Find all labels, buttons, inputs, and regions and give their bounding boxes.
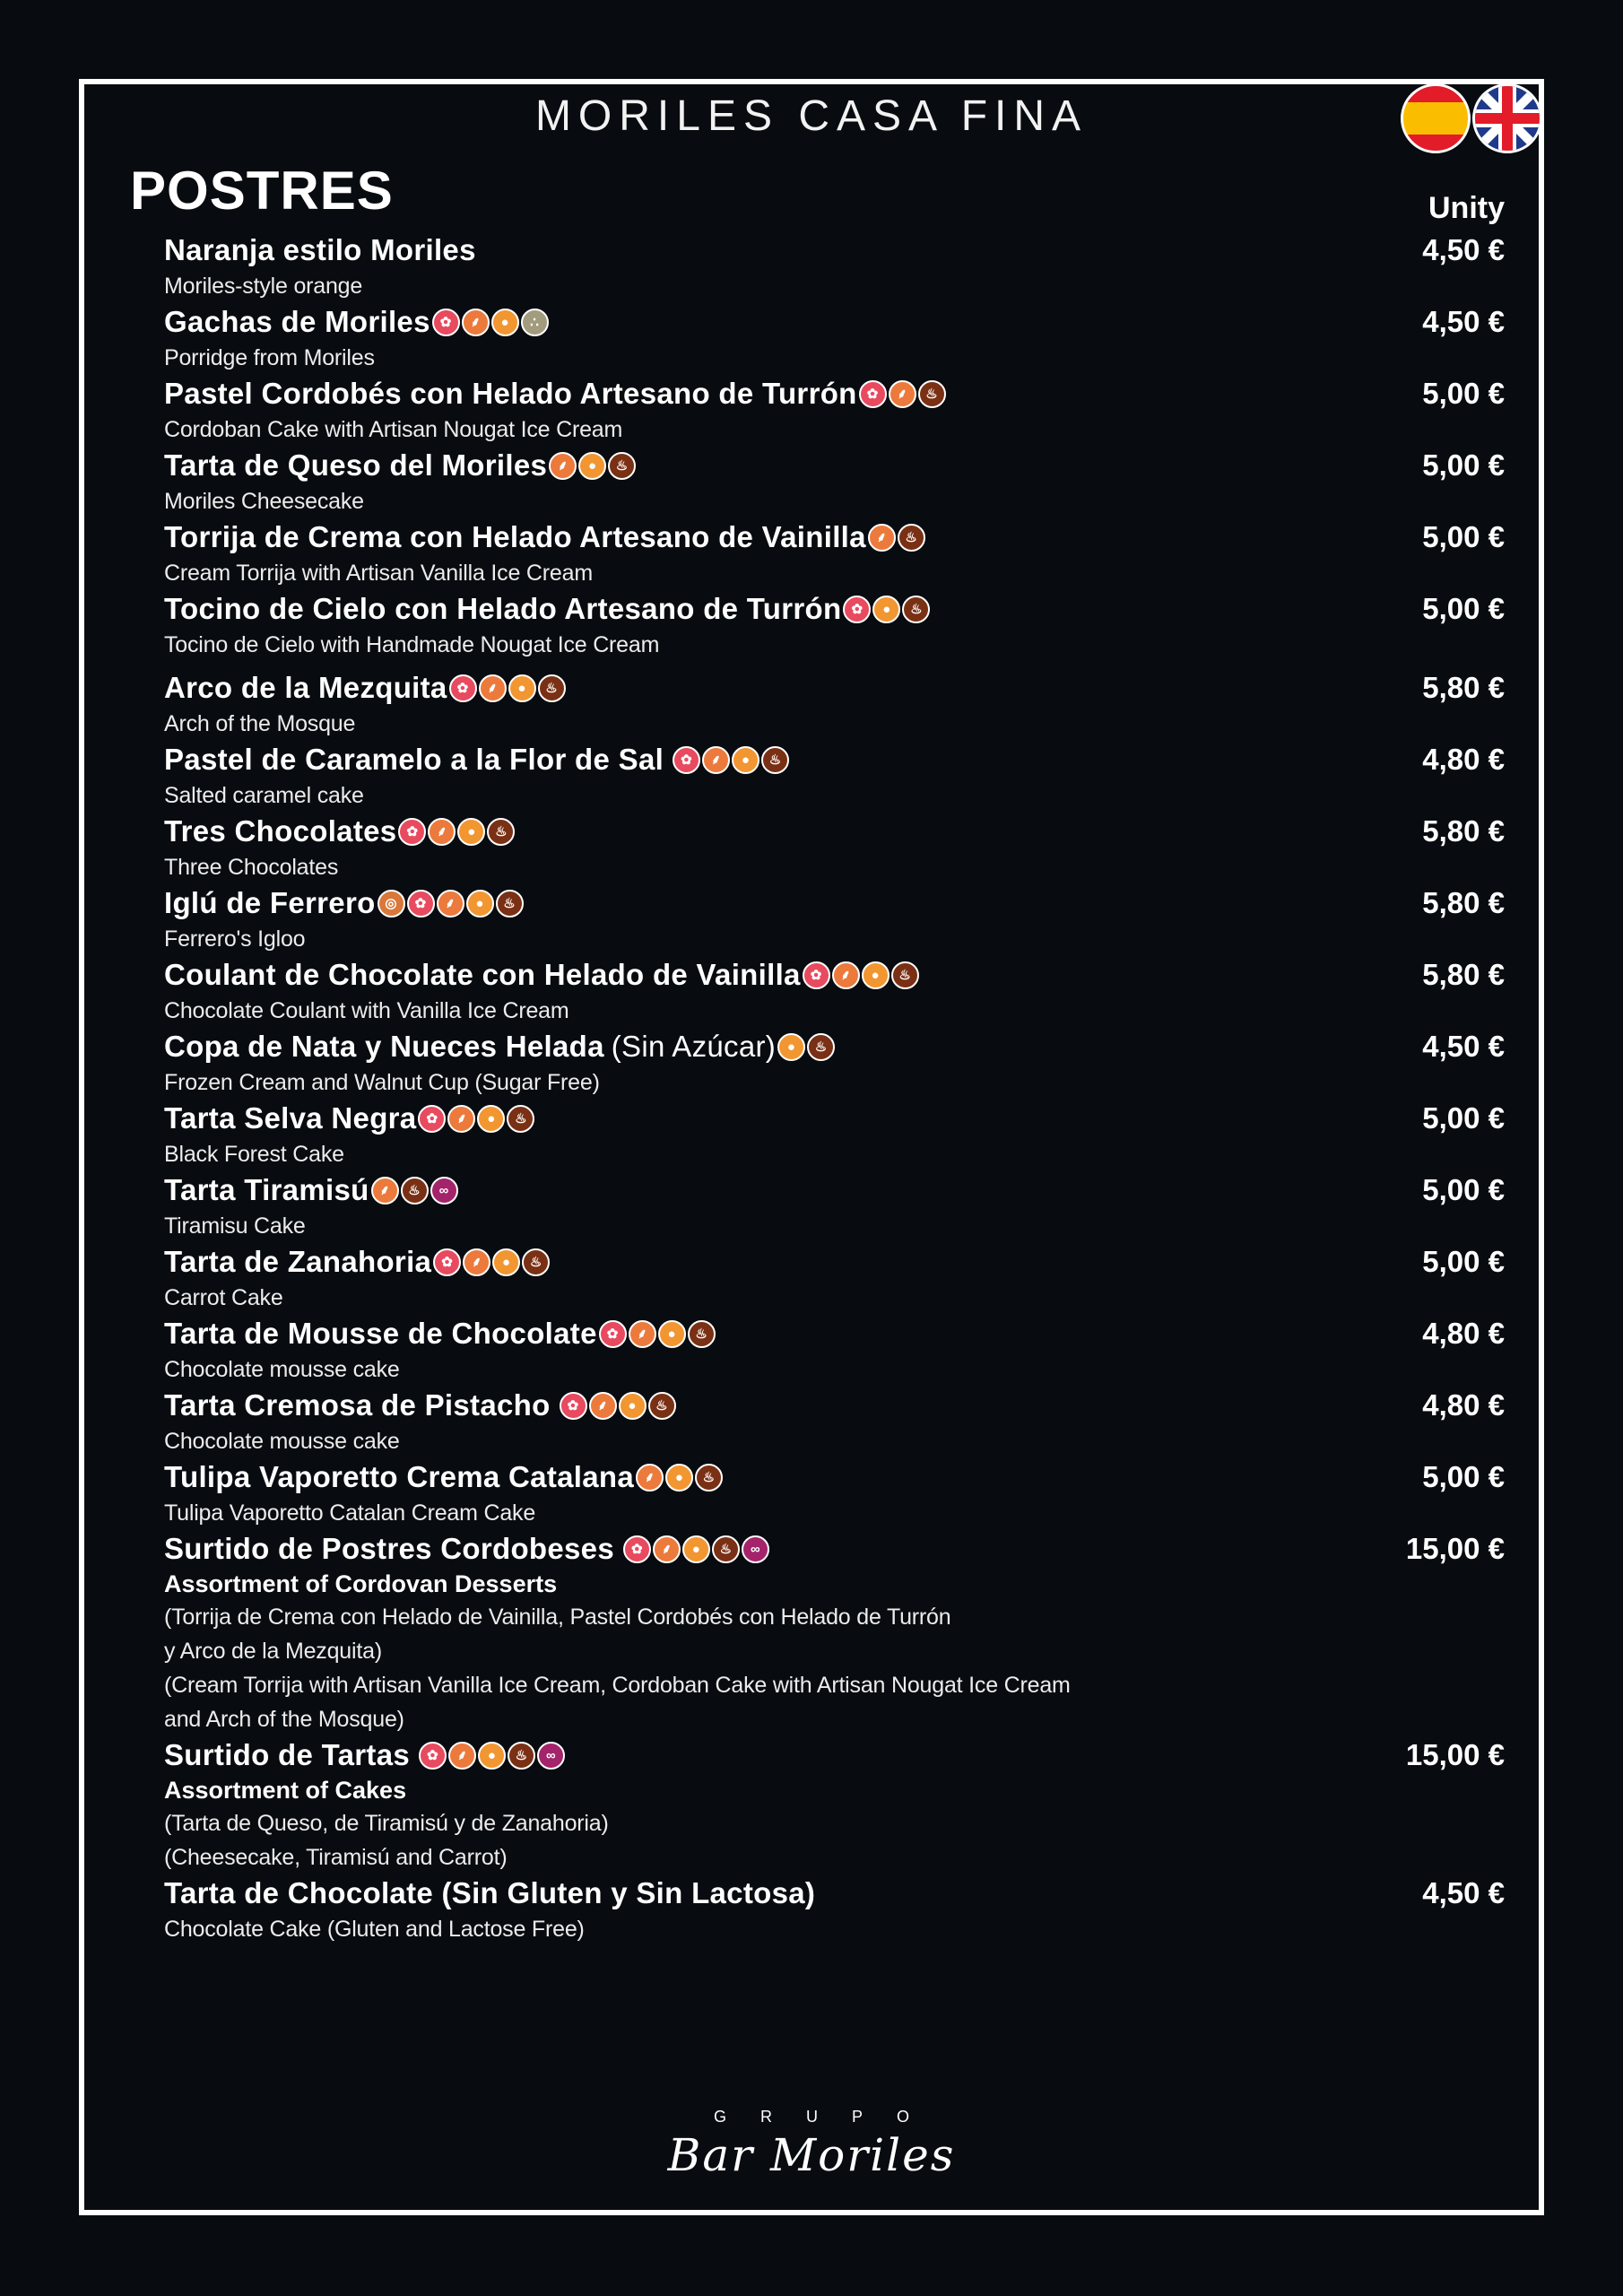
milk-allergen-icon: ♨ (522, 1248, 550, 1276)
item-price: 5,00 € (1422, 1101, 1505, 1135)
allergen-icons (419, 1742, 565, 1770)
item-price: 5,80 € (1422, 886, 1505, 919)
item-name: Surtido de Tartas (164, 1738, 411, 1771)
nuts-allergen-icon: ✿ (407, 890, 435, 918)
gluten-allergen-icon: ⸙ (653, 1535, 681, 1563)
item-price: 5,00 € (1422, 1460, 1505, 1493)
allergen-icons (378, 890, 524, 918)
gluten-allergen-icon: ⸙ (889, 380, 916, 408)
milk-allergen-icon: ♨ (695, 1464, 723, 1492)
eggs-allergen-icon: ● (491, 309, 519, 336)
nuts-allergen-icon: ✿ (449, 674, 477, 702)
allergen-icons (623, 1535, 769, 1563)
menu-item (164, 741, 1505, 813)
eggs-allergen-icon: ● (492, 1248, 520, 1276)
item-name-line (164, 1100, 1505, 1137)
item-name-line (164, 1028, 1505, 1065)
menu-item (164, 813, 1505, 884)
gluten-allergen-icon: ⸙ (448, 1742, 476, 1770)
item-price: 5,80 € (1422, 958, 1505, 991)
price-unit-label: Unity (1428, 191, 1505, 225)
item-name-line (164, 1387, 1505, 1424)
item-subtitle: Assortment of Cordovan Desserts (164, 1570, 558, 1597)
eggs-allergen-icon: ● (777, 1033, 805, 1061)
dessert-list (164, 231, 1505, 1946)
menu-item (164, 1736, 1505, 1874)
item-note: (Sin Azúcar) (611, 1030, 777, 1063)
eggs-allergen-icon: ● (457, 818, 485, 846)
allergen-icons (843, 596, 930, 623)
gluten-allergen-icon: ⸙ (447, 1105, 475, 1133)
item-price: 5,00 € (1422, 520, 1505, 553)
item-name: Arco de la Mezquita (164, 671, 447, 704)
item-name-line (164, 741, 1505, 778)
item-price: 4,50 € (1422, 233, 1505, 266)
item-name-line (164, 1458, 1505, 1496)
item-name-line (164, 1315, 1505, 1352)
item-description: Cordoban Cake with Artisan Nougat Ice Cream (164, 417, 623, 442)
milk-allergen-icon: ♨ (401, 1177, 429, 1205)
allergen-icons (549, 452, 636, 480)
item-price: 4,80 € (1422, 743, 1505, 776)
item-price: 4,50 € (1422, 305, 1505, 338)
sulphites-allergen-icon: ∞ (537, 1742, 565, 1770)
item-description: (Torrija de Crema con Helado de Vainilla, Pastel Cordobés con Helado de Turrón (164, 1605, 951, 1630)
gluten-allergen-icon: ⸙ (371, 1177, 399, 1205)
item-name: Iglú de Ferrero (164, 886, 376, 919)
item-name-line (164, 303, 1505, 341)
item-name: Torrija de Crema con Helado Artesano de Vainilla (164, 520, 866, 553)
allergen-icons (859, 380, 946, 408)
allergen-icons (777, 1033, 835, 1061)
eggs-allergen-icon: ● (478, 1742, 506, 1770)
item-description: Chocolate Cake (Gluten and Lactose Free) (164, 1917, 585, 1942)
allergen-icons (868, 524, 925, 552)
item-description: Tocino de Cielo with Handmade Nougat Ice Cream (164, 632, 660, 657)
gluten-allergen-icon: ⸙ (832, 961, 860, 989)
milk-allergen-icon: ♨ (712, 1535, 740, 1563)
item-name: Tarta Tiramisú (164, 1173, 369, 1206)
allergen-icons (433, 1248, 550, 1276)
menu-item (164, 1100, 1505, 1171)
item-price: 4,50 € (1422, 1030, 1505, 1063)
menu-item (164, 1171, 1505, 1243)
milk-allergen-icon: ♨ (891, 961, 919, 989)
item-description: Chocolate mousse cake (164, 1429, 400, 1454)
menu-item (164, 1243, 1505, 1315)
menu-item (164, 590, 1505, 662)
item-price: 4,80 € (1422, 1388, 1505, 1422)
nuts-allergen-icon: ✿ (560, 1392, 587, 1420)
allergen-icons (371, 1177, 458, 1205)
milk-allergen-icon: ♨ (507, 1105, 534, 1133)
item-price: 4,50 € (1422, 1876, 1505, 1909)
menu-item (164, 1874, 1505, 1946)
item-name-line (164, 590, 1505, 628)
item-name-line (164, 1171, 1505, 1209)
uk-flag-icon[interactable] (1472, 83, 1542, 153)
item-price: 5,80 € (1422, 814, 1505, 848)
language-switcher (1401, 83, 1542, 153)
gluten-allergen-icon: ⸙ (437, 890, 464, 918)
menu-item (164, 447, 1505, 518)
gluten-allergen-icon: ⸙ (702, 746, 730, 774)
item-name: Tarta Selva Negra (164, 1101, 417, 1135)
milk-allergen-icon: ♨ (918, 380, 946, 408)
logo-grupo-text: GRUPO (713, 2108, 943, 2126)
menu-item (164, 669, 1505, 741)
milk-allergen-icon: ♨ (496, 890, 524, 918)
milk-allergen-icon: ♨ (608, 452, 636, 480)
item-description: (Cheesecake, Tiramisú and Carrot) (164, 1845, 508, 1870)
item-description: Black Forest Cake (164, 1142, 344, 1167)
sulphites-allergen-icon: ∞ (430, 1177, 458, 1205)
item-name: Tarta de Zanahoria (164, 1245, 432, 1278)
eggs-allergen-icon: ● (619, 1392, 647, 1420)
gluten-allergen-icon: ⸙ (549, 452, 577, 480)
item-description: Carrot Cake (164, 1285, 283, 1310)
menu-item (164, 1315, 1505, 1387)
item-price: 5,80 € (1422, 671, 1505, 704)
item-subtitle: Assortment of Cakes (164, 1777, 407, 1804)
menu-item (164, 884, 1505, 956)
item-description: Moriles Cheesecake (164, 489, 364, 514)
item-name-line (164, 447, 1505, 484)
item-description: Cream Torrija with Artisan Vanilla Ice Cream (164, 561, 593, 586)
nuts-allergen-icon: ✿ (843, 596, 871, 623)
item-description: Frozen Cream and Walnut Cup (Sugar Free) (164, 1070, 600, 1095)
item-description: Porridge from Moriles (164, 345, 375, 370)
item-name: Naranja estilo Moriles (164, 233, 476, 266)
nuts-allergen-icon: ✿ (859, 380, 887, 408)
item-description: y Arco de la Mezquita) (164, 1639, 382, 1664)
item-name: Surtido de Postres Cordobeses (164, 1532, 614, 1565)
allergen-icons (418, 1105, 534, 1133)
gluten-allergen-icon: ⸙ (428, 818, 456, 846)
item-name: Copa de Nata y Nueces Helada (164, 1030, 604, 1063)
peanuts-allergen-icon: ◎ (378, 890, 405, 918)
gluten-allergen-icon: ⸙ (868, 524, 896, 552)
item-price: 15,00 € (1405, 1738, 1505, 1771)
milk-allergen-icon: ♨ (902, 596, 930, 623)
nuts-allergen-icon: ✿ (432, 309, 460, 336)
item-name-line (164, 813, 1505, 850)
milk-allergen-icon: ♨ (898, 524, 925, 552)
allergen-icons (636, 1464, 723, 1492)
item-price: 5,00 € (1422, 448, 1505, 482)
gluten-allergen-icon: ⸙ (589, 1392, 617, 1420)
eggs-allergen-icon: ● (477, 1105, 505, 1133)
spain-flag-icon[interactable] (1401, 83, 1471, 153)
item-price: 15,00 € (1405, 1532, 1505, 1565)
item-price: 5,00 € (1422, 592, 1505, 625)
item-name-line (164, 518, 1505, 556)
allergen-icons (599, 1320, 716, 1348)
item-price: 5,00 € (1422, 1245, 1505, 1278)
nuts-allergen-icon: ✿ (623, 1535, 651, 1563)
item-name: Gachas de Moriles (164, 305, 430, 338)
item-name: Tulipa Vaporetto Crema Catalana (164, 1460, 634, 1493)
item-name-line (164, 1243, 1505, 1281)
menu-item (164, 303, 1505, 375)
item-price: 5,00 € (1422, 1173, 1505, 1206)
nuts-allergen-icon: ✿ (433, 1248, 461, 1276)
allergen-icons (449, 674, 566, 702)
restaurant-title: MORILES CASA FINA (534, 92, 1089, 140)
eggs-allergen-icon: ● (732, 746, 759, 774)
item-description: and Arch of the Mosque) (164, 1707, 404, 1732)
menu-item (164, 1028, 1505, 1100)
item-name-line (164, 1736, 1505, 1774)
section-title: POSTRES (130, 161, 394, 221)
gluten-allergen-icon: ⸙ (462, 309, 490, 336)
eggs-allergen-icon: ● (658, 1320, 686, 1348)
milk-allergen-icon: ♨ (538, 674, 566, 702)
gluten-allergen-icon: ⸙ (629, 1320, 656, 1348)
item-description: Three Chocolates (164, 855, 339, 880)
milk-allergen-icon: ♨ (487, 818, 515, 846)
nuts-allergen-icon: ✿ (418, 1105, 446, 1133)
item-name-line (164, 956, 1505, 994)
item-price: 5,00 € (1422, 377, 1505, 410)
allergen-icons (432, 309, 549, 336)
item-price: 4,80 € (1422, 1317, 1505, 1350)
allergen-icons (803, 961, 919, 989)
nuts-allergen-icon: ✿ (398, 818, 426, 846)
item-name-line (164, 884, 1505, 922)
allergen-icons (673, 746, 789, 774)
item-description: (Cream Torrija with Artisan Vanilla Ice Cream, Cordoban Cake with Artisan Nougat Ice Cream (164, 1673, 1071, 1698)
gluten-allergen-icon: ⸙ (479, 674, 507, 702)
menu-item (164, 1387, 1505, 1458)
menu-item (164, 1530, 1505, 1736)
item-description: Arch of the Mosque (164, 711, 356, 736)
menu-item (164, 518, 1505, 590)
item-name: Tarta de Mousse de Chocolate (164, 1317, 597, 1350)
gluten-allergen-icon: ⸙ (463, 1248, 490, 1276)
item-name-line (164, 375, 1505, 413)
item-description: Ferrero's Igloo (164, 926, 306, 952)
milk-allergen-icon: ♨ (508, 1742, 535, 1770)
item-name: Tarta Cremosa de Pistacho (164, 1388, 551, 1422)
item-description: Tulipa Vaporetto Catalan Cream Cake (164, 1500, 536, 1526)
nuts-allergen-icon: ✿ (673, 746, 700, 774)
eggs-allergen-icon: ● (872, 596, 900, 623)
item-name: Pastel de Caramelo a la Flor de Sal (164, 743, 664, 776)
item-name: Pastel Cordobés con Helado Artesano de Turrón (164, 377, 857, 410)
item-description: Tiramisu Cake (164, 1213, 306, 1239)
item-name-line (164, 1530, 1505, 1568)
eggs-allergen-icon: ● (682, 1535, 710, 1563)
item-name: Coulant de Chocolate con Helado de Vainilla (164, 958, 801, 991)
item-name-line (164, 669, 1505, 707)
item-description: Chocolate Coulant with Vanilla Ice Cream (164, 998, 569, 1023)
menu-item (164, 375, 1505, 447)
logo-script-text: Bar Moriles (667, 2129, 956, 2181)
nuts-allergen-icon: ✿ (599, 1320, 627, 1348)
milk-allergen-icon: ♨ (761, 746, 789, 774)
menu-item (164, 1458, 1505, 1530)
item-name-line (164, 231, 1505, 269)
sesame-allergen-icon: ∴ (521, 309, 549, 336)
item-name: Tarta de Queso del Moriles (164, 448, 548, 482)
item-name: Tres Chocolates (164, 814, 397, 848)
milk-allergen-icon: ♨ (688, 1320, 716, 1348)
eggs-allergen-icon: ● (665, 1464, 693, 1492)
item-description: Salted caramel cake (164, 783, 364, 808)
menu-item (164, 956, 1505, 1028)
item-description: (Tarta de Queso, de Tiramisú y de Zanahoria) (164, 1811, 609, 1836)
eggs-allergen-icon: ● (466, 890, 494, 918)
item-name-line (164, 1874, 1505, 1912)
item-description: Moriles-style orange (164, 274, 363, 299)
eggs-allergen-icon: ● (578, 452, 606, 480)
eggs-allergen-icon: ● (862, 961, 890, 989)
menu-item (164, 231, 1505, 303)
allergen-icons (398, 818, 515, 846)
nuts-allergen-icon: ✿ (803, 961, 830, 989)
allergen-icons (560, 1392, 676, 1420)
brand-logo (0, 2106, 1623, 2183)
milk-allergen-icon: ♨ (648, 1392, 676, 1420)
sulphites-allergen-icon: ∞ (742, 1535, 769, 1563)
eggs-allergen-icon: ● (508, 674, 536, 702)
gluten-allergen-icon: ⸙ (636, 1464, 664, 1492)
item-description: Chocolate mousse cake (164, 1357, 400, 1382)
item-name: Tocino de Cielo con Helado Artesano de Turrón (164, 592, 842, 625)
milk-allergen-icon: ♨ (807, 1033, 835, 1061)
item-name: Tarta de Chocolate (Sin Gluten y Sin Lactosa) (164, 1876, 816, 1909)
nuts-allergen-icon: ✿ (419, 1742, 447, 1770)
